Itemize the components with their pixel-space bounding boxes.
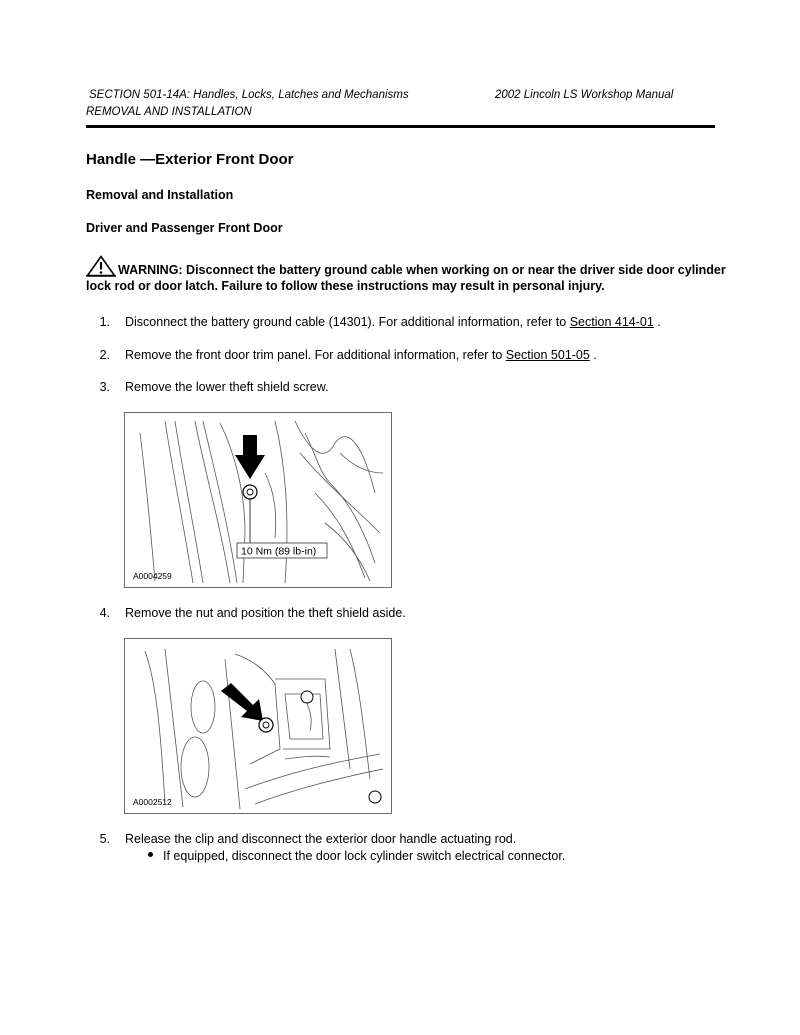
subheading-removal: Removal and Installation	[86, 188, 234, 202]
figure-theft-shield-screw	[124, 412, 392, 588]
header-section-text: SECTION 501-14A: Handles, Locks, Latches and Mechanisms	[89, 89, 409, 101]
figure-1-torque-label: 10 Nm (89 lb-in)	[241, 545, 317, 558]
step-2: 2. Remove the front door trim panel. For additional information, refer to Section 501-05 .	[99, 348, 597, 362]
header-rule	[86, 125, 715, 128]
header-subtitle: REMOVAL AND INSTALLATION	[86, 106, 252, 118]
step-4: 4. Remove the nut and position the theft shield aside.	[99, 606, 406, 620]
figure-2-id: A0002512	[133, 797, 172, 807]
step-3: 3. Remove the lower theft shield screw.	[99, 380, 329, 394]
figure-1-drawing	[125, 413, 391, 587]
warning-triangle-icon	[86, 255, 116, 277]
link-section-501-05[interactable]: Section 501-05	[505, 348, 590, 362]
step-5-bullet: If equipped, disconnect the door lock cylinder switch electrical connector.	[148, 849, 565, 863]
step-5: 5. Release the clip and disconnect the exterior door handle actuating rod.	[99, 832, 517, 846]
header-section	[89, 89, 674, 101]
figure-2-drawing	[125, 639, 391, 813]
page-title: Handle —Exterior Front Door	[86, 151, 294, 168]
step-1: 1. Disconnect the battery ground cable (14301). For additional information, refer to Section 414-01 .	[99, 315, 661, 329]
figure-theft-shield-nut	[124, 638, 392, 814]
bullet-dot-icon	[148, 852, 153, 857]
warning-text: WARNING: Disconnect the battery ground cable when working on or near the driver side door cylinder lock rod or door latch. Failure to follow these instructions may result in personal injury.	[86, 263, 726, 293]
link-section-414-01[interactable]: Section 414-01	[569, 315, 654, 329]
figure-1-id: A0004259	[133, 571, 172, 581]
subheading-door: Driver and Passenger Front Door	[86, 221, 283, 235]
header-manual-title: 2002 Lincoln LS Workshop Manual	[495, 89, 674, 101]
warning-block	[86, 255, 726, 294]
